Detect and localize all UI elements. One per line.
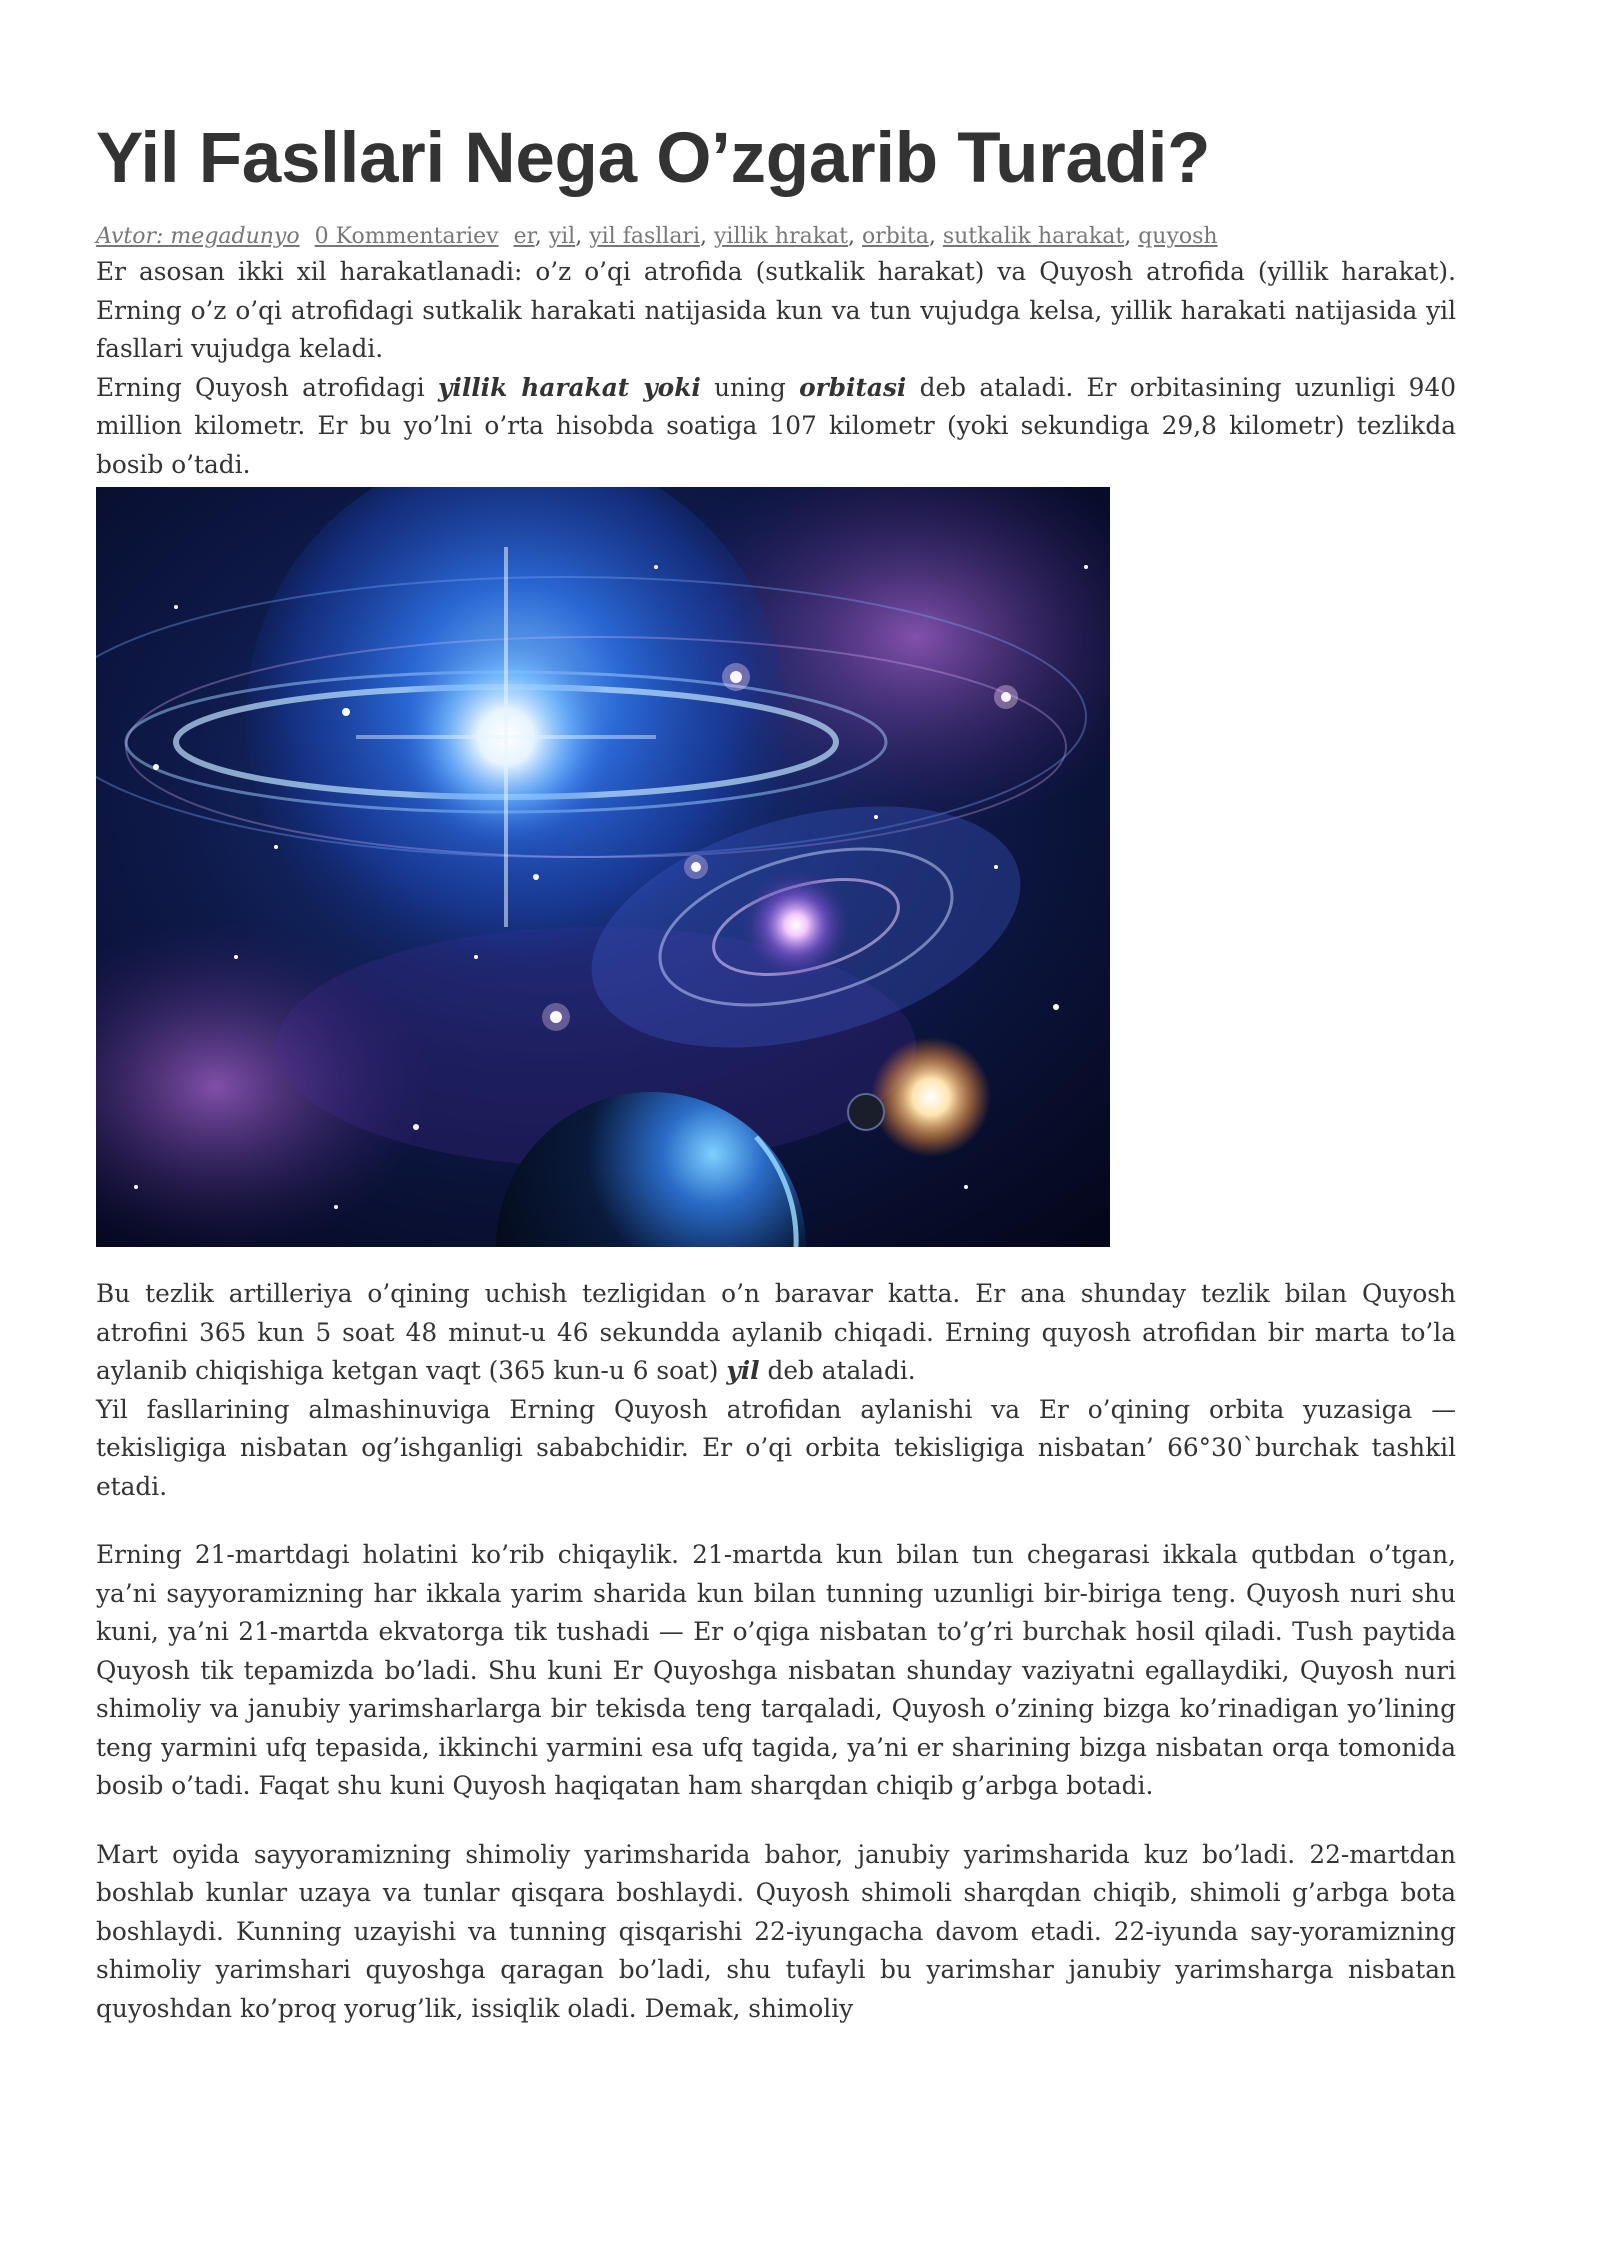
article-body (96, 1275, 1456, 2028)
space-galaxy-image (96, 487, 1110, 1247)
paragraph: Erning 21-martdagi holatini ko’rib chiqaylik. 21-martda kun bilan tun chegarasi ikkala qutbdan o’tgan, ya’ni sayyoramizning har ikkala yarim sharida kun bilan tunning uzunligi bir-biriga teng. Quyosh nuri shu kuni, ya’ni 21-martda ekvatorga tik tushadi — Er o’qiga nisbatan to’g’ri burchak hosil qiladi. Tush paytida Quyosh tik tepamizda bo’ladi. Shu kuni Er Quyoshga nisbatan shunday vaziyatni egallaydiki, Quyosh nuri shimoliy va janubiy yarimsharlarga bir tekisda teng tarqaladi, Quyosh o’zining bizga ko’rinadigan yo’lining teng yarmini ufq tepasida, ikkinchi yarmini esa ufq tagida, ya’ni er sharining bizga nisbatan orqa tomonida bosib o’tadi. Faqat shu kuni Quyosh haqiqatan ham sharqdan chiqib g’arbga botadi. (96, 1540, 1456, 1800)
article-title: Yil Fasllari Nega O’zgarib Turadi? (96, 119, 1211, 198)
tag-link[interactable]: yil (548, 224, 576, 249)
paragraph: Bu tezlik artilleriya o’qining uchish tezligidan o’n baravar katta. Er ana shunday tezlik bilan Quyosh atrofini 365 kun 5 soat 48 minut-u 46 sekundda aylanib chiqadi. Erning quyosh atrofidan bir marta to’la aylanib chiqishiga ketgan vaqt (365 kun-u 6 soat) yil deb ataladi. (96, 1279, 1456, 1385)
author-link[interactable]: Avtor: megadunyo (96, 224, 300, 249)
tag-link[interactable]: yil fasllari (589, 224, 700, 249)
tag-link[interactable]: quyosh (1138, 224, 1218, 249)
tag-link[interactable]: er (513, 224, 535, 249)
post-meta: Avtor: megadunyo 0 Kommentariev er, yil, yil fasllari, yillik hrakat, orbita, sutkalik harakat, quyosh (96, 224, 1218, 249)
paragraph: Yil fasllarining almashinuviga Erning Quyosh atrofidan aylanishi va Er o’qining orbita yuzasiga — tekisligiga nisbatan og’ishganligi sababchidir. Er o’qi orbita tekisligiga nisbatan’ 66°30`burchak tashkil etadi. (96, 1394, 1456, 1501)
tag-link[interactable]: yillik hrakat (714, 224, 848, 249)
emphasis-text: yil (726, 1356, 760, 1385)
paragraph: Er asosan ikki xil harakatlanadi: o’z o’qi atrofida (sutkalik harakat) va Quyosh atrofida (yillik harakat). Erning o’z o’qi atrofidagi sutkalik harakati natijasida kun va tun vujudga kelsa, yillik harakati natijasida yil fasllari vujudga keladi. (96, 257, 1456, 363)
emphasis-text: yillik harakat yoki (438, 372, 701, 402)
tag-link[interactable]: orbita (862, 224, 929, 249)
paragraph: Erning Quyosh atrofidagi yillik harakat yoki uning orbitasi deb ataladi. Er orbitasining uzunligi 940 million kilometr. Er bu yo’lni o’rta hisobda soatiga 107 kilometr (yoki sekundiga 29,8 kilometr) tezlikda bosib o’tadi. (96, 372, 1457, 479)
emphasis-text: orbitasi (799, 372, 907, 402)
comments-link[interactable]: 0 Kommentariev (314, 224, 499, 249)
paragraph: Mart oyida sayyoramizning shimoliy yarimsharida bahor, janubiy yarimsharida kuz bo’ladi. 22-martdan boshlab kunlar uzaya va tunlar qisqara boshlaydi. Quyosh shimoli sharqdan chiqib, shimoli g’arbga bota boshlaydi. Kunning uzayishi va tunning qisqarishi 22-iyungacha davom etadi. 22-iyunda say-yoramizning shimoliy yarimshari quyoshga qaragan bo’ladi, shu tufayli bu yarimshar janubiy yarimsharga nisbatan quyoshdan ko’proq yorug’lik, issiqlik oladi. Demak, shimoliy (96, 1839, 1456, 2023)
tag-link[interactable]: sutkalik harakat (942, 224, 1125, 249)
article-intro (96, 253, 1456, 484)
